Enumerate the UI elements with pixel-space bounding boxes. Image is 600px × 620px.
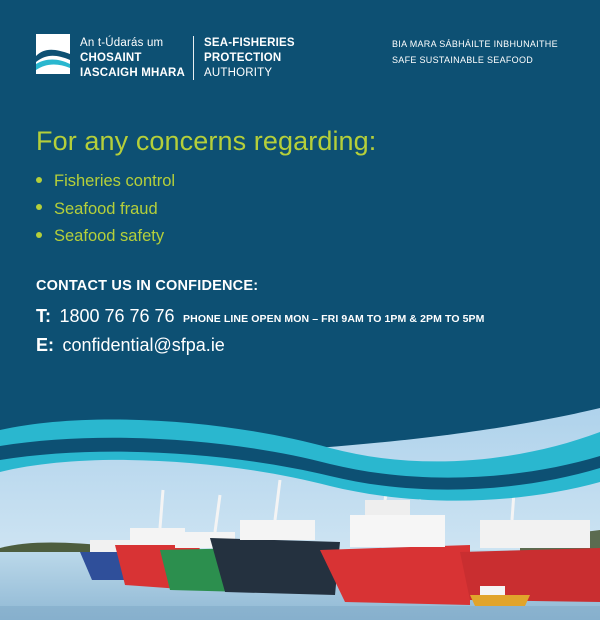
email-label: E: (36, 335, 54, 355)
wave-logo-icon (36, 34, 70, 74)
harbour-scene-image (0, 380, 600, 620)
concerns-list (36, 170, 175, 253)
org-english-line-1: SEA-FISHERIES (204, 37, 295, 49)
bullet-icon (36, 204, 42, 210)
phone-number-link[interactable]: 1800 76 76 76 (59, 306, 175, 326)
org-irish-line-3: IASCAIGH MHARA (80, 67, 186, 79)
org-english-line-3: AUTHORITY (204, 67, 273, 79)
org-irish-line-2: CHOSAINT (80, 52, 142, 64)
org-name-english (204, 36, 295, 81)
bullet-icon (36, 177, 42, 183)
phone-row (36, 306, 485, 327)
org-irish-line-1: An t-Údarás um (80, 37, 164, 49)
header-divider (193, 36, 194, 80)
concern-label: Seafood fraud (54, 199, 158, 218)
contact-heading: CONTACT US IN CONFIDENCE: (36, 278, 259, 294)
phone-hours: PHONE LINE OPEN MON – FRI 9AM TO 1PM & 2PM TO 5PM (183, 313, 485, 325)
page-headline: For any concerns regarding: (36, 126, 377, 156)
header (36, 30, 564, 86)
org-english-line-2: PROTECTION (204, 52, 282, 64)
org-name-irish (80, 36, 185, 81)
email-row (36, 335, 225, 356)
phone-label: T: (36, 306, 51, 326)
list-item (36, 198, 175, 226)
list-item (36, 170, 175, 198)
tagline (392, 36, 564, 68)
list-item (36, 225, 175, 253)
bullet-icon (36, 232, 42, 238)
tagline-english: SAFE SUSTAINABLE SEAFOOD (392, 55, 534, 65)
concern-label: Fisheries control (54, 172, 176, 190)
email-link[interactable]: confidential@sfpa.ie (62, 335, 225, 355)
concern-label: Seafood safety (54, 227, 165, 245)
tagline-irish: BIA MARA SÁBHÁILTE INBHUNAITHE (392, 39, 558, 49)
